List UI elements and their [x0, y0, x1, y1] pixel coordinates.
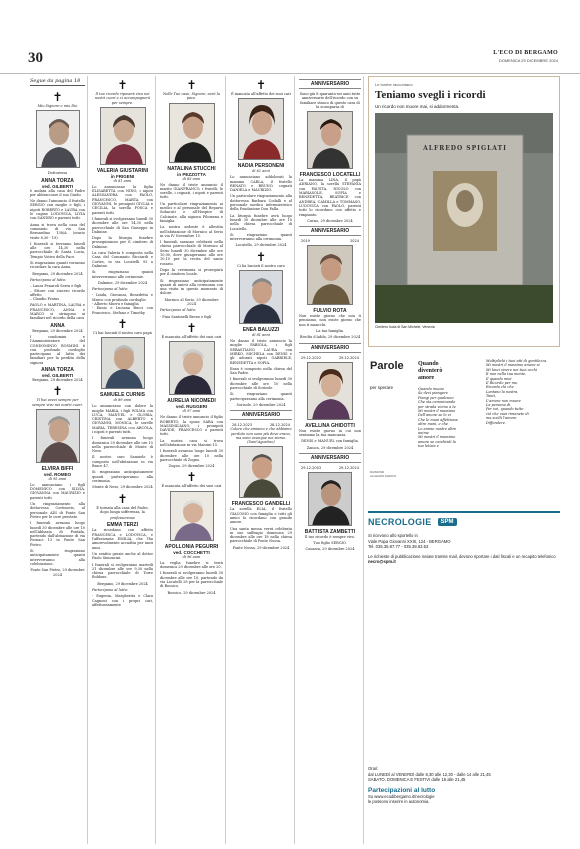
newspaper-brand: L'ECO DI BERGAMO — [493, 50, 558, 56]
page-header — [0, 0, 580, 74]
notice-text: La nostra cara si trova nell'abitazione in via Marzini 15. — [160, 438, 223, 447]
deceased-name: ENEA BALUZZI — [242, 327, 280, 334]
anniversary-title: ANNIVERSARIO — [299, 79, 361, 89]
partecipano-list: - Eugenia, Margherita e Clara Cagnoni con i propri cari, affettuosamente — [92, 594, 153, 607]
notice-place-date: Sorisole, 29 dicembre 2024 — [236, 402, 286, 407]
portrait-photo — [307, 111, 353, 169]
quote: Il tuo ricordo riposerà vivo nei nostri cuori e ci accompagnerà per sempre. — [94, 92, 151, 105]
email-link[interactable]: necro@spm.it — [368, 559, 396, 565]
notice-place-date: Mornico al Serio, 29 dicembre 2024 — [164, 297, 219, 307]
cross-icon: ✝ — [52, 90, 63, 104]
necrologie-bar — [368, 511, 560, 527]
deceased-name: ANNA — [50, 322, 65, 329]
poem-author: RAIMOND ALLEGRO MARCO — [370, 470, 397, 478]
notice-place-date: Rivolta d'Adda, 29 dicembre 2024 — [299, 335, 361, 340]
portrait-photo — [36, 409, 80, 463]
deceased-name: AURELIA NICOMEDI — [167, 398, 216, 405]
notice-text: Sono già 8 quaranta-sei anni tutte anniversarie dell'ricordo con su familiare stanco di questo cara di la scomparsa di — [299, 92, 361, 109]
notice-text: La tua famiglia. — [316, 329, 344, 334]
notice-text: I funerali si svolgeranno lunedì 30 dicembre alle ore 14,30 nella parrocchiale di San Giuseppe in Dalmine. — [92, 216, 153, 234]
quote: Ci hai lasciati il nostro caro papà — [93, 330, 152, 335]
deceased-name: AVELLINA GHIDOTTI — [305, 422, 355, 429]
notice-text: La liturgia funebre avrà luogo lunedì 30 dicembre alle ore 10 nella chiesa parrocchiale di Locatello. — [230, 213, 292, 231]
deceased-name: SAMUELE CURNIS — [99, 392, 145, 399]
title-text: professoressa — [110, 516, 135, 521]
deceased-name: NADIA PERSONENI — [237, 163, 285, 170]
quote: Ti hai avevi sempre per sempre vivo nei nostri cuori. — [32, 398, 83, 407]
sidebar — [368, 76, 560, 844]
deceased-age: di 96 anni — [182, 554, 201, 559]
deceased-name: ANNA TORZA — [41, 366, 74, 373]
portrait-photo — [239, 270, 283, 324]
deceased-age: di 97 anni — [182, 409, 201, 414]
partecipano-list: – Laura Fenaroli Serra e figli – Ettore con sincero ricordo affetto – Claudio Fratus — [30, 284, 85, 302]
partecipano-label: Partecipano al lutto: — [160, 308, 197, 313]
quote: È mancata all'affetto dei suoi cari — [161, 484, 222, 489]
notice-place-date: Bergamo, 29 dicembre 2024 — [32, 377, 83, 382]
deceased-relation: ved. COCCHETTI — [173, 549, 210, 555]
partecipazioni-title: Partecipazioni al lutto — [368, 786, 436, 794]
notice-place-date: Locatello, 29 dicembre 2024 — [235, 243, 287, 248]
notice-text: Lo annunciano con dolore la moglie MARIA, i figli WILMA con LUCA, MANUEL e GLORIA, CRISTINA con ALBERTO e GIOVANNI, MONICA, le sorelle MARIA, TERESINA con ARCOLA, i nipoti e parenti tutti. — [92, 404, 153, 434]
parole-subtitle: per sperare — [370, 385, 394, 390]
notice-text: Un ringraziamento alla dottoressa Cortinovis, al personale ADI di Ponte San Pietro per le cure prestate. — [30, 502, 85, 519]
necrologie-title: NECROLOGIE — [368, 517, 432, 527]
cross-icon: ✝ — [117, 78, 128, 92]
notice-text: Lo annunciano i figli DOMENICO con SILVIA, GIOVANNA con MAURIZIO e parenti tutti. — [30, 482, 85, 500]
tombstone-photo — [375, 113, 553, 323]
deceased-age: di 81 anni — [113, 178, 132, 183]
deceased-age: di 95 anni — [48, 476, 67, 481]
notice-place-date: Zanica, 29 dicembre 2024 — [306, 445, 354, 450]
notice-text: Non esiste giorno in cui non sentiamo la tua mancanza. — [299, 428, 361, 437]
title-text: Dottoressa — [47, 171, 68, 176]
quote: Mio Signore e mio Dio — [37, 104, 78, 108]
notice-text: Tuo figlio SERGIO. — [313, 541, 347, 546]
column-5 — [297, 76, 364, 844]
notice-text: Non esiste giorno che non ti pensiamo, non esiste giorno che non ti mancchi. — [299, 314, 361, 327]
necrologie-info: Si ricevono allo sportello in Viale Papa Giovanni XXIII, 124 - BERGAMO Tel. 035.35.87.77 - 035.38.63.53 Le richieste di pubblicazione inviate tramite mail, devono riportare i dati fiscali e un recapito telefonico necro@spm.it — [368, 533, 556, 565]
notice-text: Il nostro caro Samuele è composto nell'abitazione in via Brace 47. — [92, 455, 153, 469]
section-kicker: Le tombe raccontano — [375, 82, 413, 87]
anniversary-years: 29.12.2022 29.12.2024 — [301, 355, 359, 360]
notice-text: Ne danno il triste annuncio la moglie FABIOLA, i figli SEBASTIANO, LAURA con MIRKO, MICHELA con DENIS e gli adorati nipoti GABRIELE, BENEDETTA e SOFIA. — [230, 339, 292, 365]
notice-text: Si ringraziano quanti interverranno alle cerimonie. — [92, 270, 153, 279]
deceased-age: di 89 anni — [113, 398, 132, 403]
cross-icon: ✝ — [255, 78, 267, 92]
anniversary-years: 29.12.2003 29.12.2024 — [301, 465, 359, 470]
tombe-raccontano-box — [368, 76, 560, 347]
tombstone-inscription: ALFREDO SPIGLATI — [423, 145, 507, 152]
portrait-photo — [169, 341, 215, 395]
deceased-name: BATTISTA ZAMBETTI — [304, 528, 356, 535]
portrait-photo — [36, 110, 80, 168]
portrait-photo — [100, 107, 146, 165]
notice-text: Il tuo ricordo è sempre vivo. — [304, 534, 356, 539]
deceased-relation: ved. GILBERTI — [41, 372, 74, 378]
notice-text: I funerali avranno luogo domenica 29 dicembre alle ore 15 nella parrocchiale di Monte di Nese. — [92, 436, 153, 454]
photo-caption: Cimitero Isola di San Michele, Venezia — [375, 325, 435, 329]
quote: Ci ha lasciati il nostro caro — [237, 263, 285, 268]
deceased-relation: ved. ROMEO — [43, 471, 72, 477]
partecipano-label: Partecipano al lutto: — [92, 588, 129, 592]
spm-logo: SPM — [438, 518, 457, 526]
portrait-photo — [170, 491, 214, 541]
notice-text: I funerali avranno luogo lunedì 30 dicembre alle ore 10 nell'Abbazia di Pontida, partendo dall'abitazione di via Fornaci 13 in Ponte San Pietro. — [30, 521, 85, 547]
anniversary-title: ANNIVERSARIO — [299, 453, 361, 463]
quote: Nelle Tue case, Signore, avrò la pace. — [163, 92, 220, 101]
notice-text: Si ringraziano quanti vorranno ricordare la cara Anna. — [30, 261, 85, 270]
parole-per-sperare-box — [368, 355, 560, 505]
notice-text: Enea è composto nella chiesa del San Padre. — [230, 366, 292, 376]
deceased-name: ANNA TORZA — [41, 177, 74, 184]
notice-text: Un particolare ringraziamento ai medici e al personale del Reparto Subacuti e all'Hospice di Calcinate, alla signora Filomena e famiglia. — [160, 201, 223, 223]
notice-text: PAOLO e MARTINA, LAURA e FRANCESCO, ANNA e MARCO si stringono ai familiari nel ricordo della cara — [30, 303, 85, 321]
deceased-relation: in PEZZOTTA — [177, 171, 206, 177]
partecipano-label: Partecipano al lutto: — [92, 287, 129, 292]
notice-text: Si ringraziano quanti interverranno alla cerimonia. — [230, 232, 292, 242]
notice-text: La nostra ardente è allestita nell'abitazione di Mornico al Serio in via IV Novembre 15. — [160, 225, 223, 238]
notice-place-date: Dalmine, 29 dicembre 2024 — [97, 280, 148, 285]
notice-text: Ne danno il triste annuncio il figlio ROBERTO, la sposa SARA con MASSIMILIANO, i pronipoti DAVIDE, FRANCESCO e parenti tutti. — [160, 415, 223, 437]
notice-text: Un particolare ringraziamento alla dottoressa Barbara Codalli e al personale medico infermieristico della Fondazione Don Palla. — [230, 194, 292, 212]
notice-place-date: Monte di Nese, 29 dicembre 2024 — [92, 485, 153, 490]
anniversary-years: 2019 2024 — [301, 239, 359, 244]
notice-text: I funerali avranno luogo lunedì 30 dicembre alle ore 10 nella parrocchiale di Zogno. — [160, 449, 223, 462]
partecipano-list: - Pina Santinelli Breno e figli — [160, 314, 212, 319]
deceased-name: EMMA TERZI — [107, 522, 138, 529]
deceased-name: APOLLONIA PEGURRI — [164, 543, 219, 550]
deceased-name: FULVIO ROTA — [313, 308, 347, 315]
section-headline: Teniamo svegli i ricordi — [375, 89, 486, 101]
notice-text: Si ringraziano anticipatamente quanti parteciperanno alla cerimonia. — [92, 470, 153, 483]
portrait-photo — [307, 245, 353, 305]
section-subhead: Un ricordo non muore mai, si addormenta. — [375, 104, 460, 109]
deceased-relation: in FRIGENI — [110, 173, 135, 179]
notice-text: Anna si trova nella casa del commiato di via San Bernardino 138/A (orario visite 8,30 - 19). — [30, 222, 85, 240]
notice-place-date: Bergamo, 29 dicembre 2024 — [32, 271, 83, 276]
notice-text: Un sentito grazie anche al dottor Paolo Simoncini. — [92, 551, 153, 561]
deceased-age: di 81 anni — [252, 333, 270, 338]
notice-text: È tornata alla casa del Padre, dopo lunga sofferenza, la — [96, 505, 149, 514]
poem-text: Quando muoio Se devi piangere Piangi per qualcuno Che sta camminando per strada vicino a te Mi mostri il massimo Dell'amore se lo vi Che le mani affettuose altre mani, e che Le anime nostre altre anime Mi mostri il massimo amore se condividi la tua letizia e — [418, 387, 458, 449]
deceased-age: di 83 anni — [182, 176, 201, 181]
deceased-name: VALERIA GIUSTARINI — [96, 167, 149, 174]
deceased-name: FRANCESCO GANDELLI — [231, 501, 291, 508]
notice-text: Ne danno il triste annuncio il marito GIANFRANCO, i fratelli, le sorelle, i cognati, i nipoti e parenti tutti. — [160, 182, 223, 200]
portrait-photo — [307, 362, 353, 420]
notice-text: Lo annunciano la figlia ELISABETTA con NINO, i nipoti ALESSANDRA con PAOLO, FRANCESCO, MARTA con GIOVANNI, le pronipoti GIULIA e CECILIA, la sorella FOSCA e parenti tutti. — [92, 184, 153, 215]
deceased-name: FRANCESCO LOCATELLI — [299, 172, 361, 179]
notice-text: I funerali si svolgeranno lunedì 30 dicembre alle ore 10, partendo da via Locatelli 28 per la parrocchiale di Bossico. — [160, 571, 223, 589]
notice-place-date: Bergamo, 29 dicembre 2024 — [97, 581, 148, 586]
portrait-photo — [101, 337, 145, 389]
anniversary-years: 28.12.2023 28.12.2024 — [232, 423, 290, 428]
deceased-name: NATALINA STUCCHI — [167, 165, 216, 172]
notice-text: Si ringraziano anticipatamente quanti di unirsi alla cerimonia con una visita in questo momento di dolore. — [160, 278, 223, 296]
notice-place-date: Bergamo, 29 dicembre 2024 — [32, 328, 83, 333]
portrait-photo — [169, 103, 215, 163]
notice-text: La cara Valeria è composta nella Casa del Commiato Ricciardi e Cortes, in via Locatelli 93 a Dalmine. — [92, 251, 153, 268]
column-2 — [90, 76, 156, 844]
portrait-photo — [238, 98, 284, 160]
partecipano-list: - Linda, Giovanni, Benedetta e Marco con profondo cordoglio - Alberto Murru e famiglia - Ennio e Luciana Bucci con Francesco, Stefano e Timothy — [92, 293, 153, 315]
cross-icon: ✝ — [117, 316, 128, 331]
notice-text: I funerali si terranno lunedì alle ore 14,30 nella parrocchiale di Santa Lucia, Tempio Votivo della Pace. — [30, 241, 85, 259]
anniversary-title: ANNIVERSARIO — [299, 343, 361, 353]
cross-icon: ✝ — [52, 384, 63, 399]
notice-text: I condomini e l'Amministratore del CONDOMINIO ROSMINI 6 con profondo cordoglio partecipano al lutto dei familiari per la perdita della signora — [30, 334, 85, 365]
column-3 — [158, 76, 226, 844]
notice-text: I funerali si svolgeranno lunedì 30 dicembre alle ore 10 nella parrocchiale di Sorisole. — [230, 377, 292, 391]
notice-text: Dopo la cerimonia si proseguirà per il cimitero locale. — [160, 267, 223, 277]
cross-icon: ✝ — [186, 78, 197, 92]
notice-text: Ne danno l'annuncio il fratello SERGIO con moglie e figli, i nipoti ROBERTO e LAURA con le cugine LODOVICA, LIVIA con SANDRO e parenti tutti. — [30, 199, 85, 221]
notice-text: La veglia funebre si terrà domenica 29 dicembre alle ore 20. — [160, 560, 223, 570]
notice-text: è andata alla casa del Padre per abbracciare il suo Guido. — [30, 188, 85, 197]
column-4 — [228, 76, 295, 844]
notice-place-date: Zogno, 29 dicembre 2024 — [168, 464, 215, 469]
partecipano-label: Partecipano al lutto: — [30, 277, 67, 282]
notice-place-date: Ponte Nossa, 29 dicembre 2024 — [232, 545, 290, 550]
deceased-name: ELVIRA BIFFI — [41, 465, 74, 472]
notice-text: La sorella ELIA, il fratello GIACOMO con famiglia e tutti gli amici lo ricordano con grande amore. — [230, 507, 292, 525]
column-1 — [28, 76, 88, 844]
notice-text: I funerali saranno celebrati nella chiesa parrocchiale di Mornico al Serio lunedì 30 dicembre alle ore 10,00, dove giungeranno alle ore 10,10 per la recita del santo rosario. — [160, 240, 223, 266]
quote: Colore che amiamo e che abbiamo perduto non sono più dove erano, ma sono ovunque noi siamo. (Sant'Agostino) — [230, 427, 292, 445]
deceased-age: di 62 anni — [252, 169, 270, 174]
deceased-relation: ved. RUGGERI — [175, 404, 208, 410]
cross-icon: ✝ — [186, 320, 197, 335]
notice-text: DENIS e MANUEL con famiglia. — [301, 439, 359, 444]
notice-place-date: Casazza, 29 dicembre 2024 — [305, 547, 355, 552]
notice-text: Si ringraziano quanti parteciperanno alla cerimonia. — [230, 392, 292, 401]
quote: È mancata all'affetto dei suoi cari — [161, 334, 222, 339]
anniversary-title: ANNIVERSARIO — [230, 410, 292, 420]
anniversary-title: ANNIVERSARIO — [299, 226, 361, 236]
cross-icon: ✝ — [186, 470, 197, 485]
notice-text: Una santa messa verrà celebrata in suo suffragio domenica 29 dicembre alle ore 18 nella chiesa parrocchiale di Ponte Nossa. — [230, 526, 292, 544]
cross-icon: ✝ — [117, 491, 128, 506]
notice-text: Lo annunciano addolorati la mamma CARLA, il fratello RENATO e BRUNO, cognati DANIELA e MAURIZIO. — [230, 175, 292, 193]
notice-text: Si ringraziano anticipatamente quanti interverranno alla celebrazione. — [30, 549, 85, 566]
portrait-photo — [308, 472, 352, 526]
cross-icon: ✝ — [255, 249, 267, 264]
notice-text: La mamma LINA, il papà ADRIANO, la sorella STEFANIA con FAUSTA, NICOLO con MARIASOLE, SOFIA e BENEDETTA, BEATRICE con ANDREA, CAMILLA e TOMMASO, LUDOVICA con PAOLO, parenti tutti lo ricordano con affetto e rimpianto. — [299, 178, 361, 217]
poem-title: Quando diventerò amore — [418, 361, 443, 381]
notice-place-date: Bossico, 29 dicembre 2024 — [167, 590, 216, 595]
portrait-photo — [239, 446, 283, 498]
website-link[interactable]: Su www.ecodibergamo.it/necrologie — [368, 793, 435, 799]
notice-text: I funerali si svolgeranno martedì 31 dicembre alle ore 9,30 nella chiesa parrocchiale di Torre Boldone. — [92, 562, 153, 580]
issue-date: DOMENICA 29 DICEMBRE 2024 — [498, 58, 558, 63]
notice-text: La ricordano con affetto FRANCESCA e LODOVICA, e l'affezionata EMILIA, che l'ha amorevolmente accudita per tanti anni. — [92, 528, 153, 550]
notice-place-date: Ponte San Pietro, 29 dicembre 2024 — [30, 568, 85, 577]
page-number: 30 — [28, 50, 43, 66]
quote: È mancata all'affetto dei suoi cari — [231, 92, 291, 96]
notice-text: Dopo la liturgia funebre proseguiranno per il cimitero di Dalmine. — [92, 236, 153, 249]
notice-place-date: Curno, 29 dicembre 2024 — [307, 218, 353, 223]
orari-info: Orari: dal LUNEDÌ al VENERDÌ dalle 8,30 alle 12,30 - dalle 14 alle 21,45 SABATO, DOMENICA E FESTIVI dalle 16 alle 21,45 Partecipazioni al lutto Su www.ecodibergamo.it/necrologie le possono inserire in autonomia. — [368, 766, 558, 805]
continued-from: Segue da pagina 18 — [30, 78, 85, 86]
deceased-relation: ved. GILBERTI — [41, 183, 74, 189]
parole-title: Parole — [370, 360, 404, 372]
poem-text: Moltiplichi i tuoi atti di gentilezza. Mi mostri il massimo amore si Mi lasci vivere nei tuoi occhi E non nella tua mente. Il quando miei Il Ricordo per me. Ricorda chi che Lontano la nostra. Tanti, L'amore non muore La persona di. Per voi, quando tutto ciò che vuoi rimanete di ma scelti l'amore Diffondere. — [486, 359, 548, 425]
